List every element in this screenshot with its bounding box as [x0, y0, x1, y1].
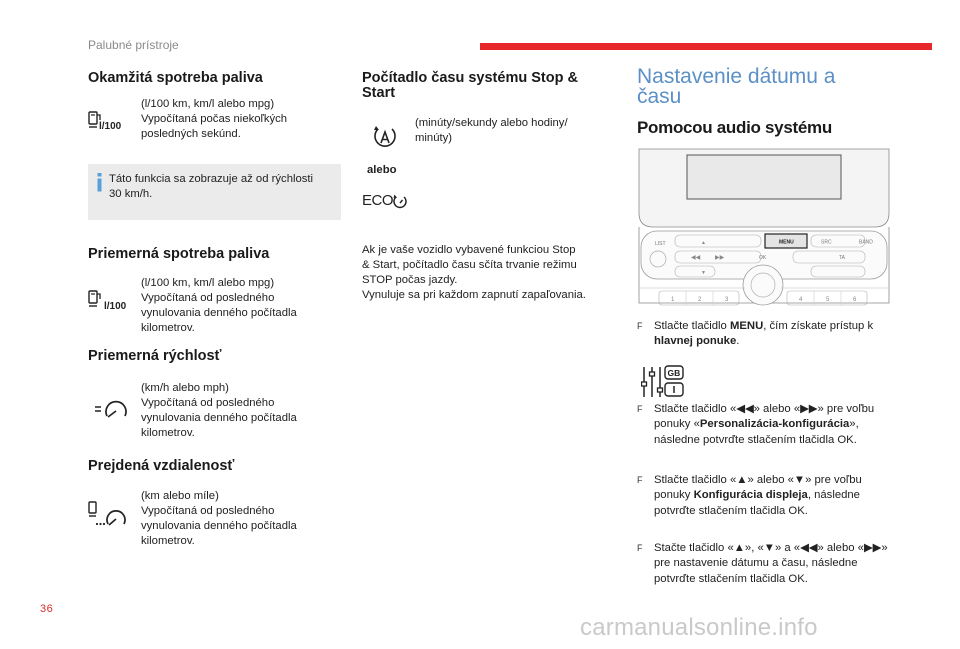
alebo-label: alebo [367, 164, 397, 176]
radio-btn-ok: OK [759, 255, 767, 261]
speed-line-4: kilometrov. [141, 427, 195, 439]
stop-start-desc-line-1: (minúty/sekundy alebo hodiny/ [415, 117, 568, 129]
average-line-1: (l/100 km, km/l alebo mpg) [141, 277, 275, 289]
bullet-menu: F Stlačte tlačidlo MENU, čím získate prístup k hlavnej ponuke. [637, 320, 874, 348]
preset-1: 1 [671, 297, 675, 303]
preset-6: 6 [853, 297, 857, 303]
distance-line-2: Vypočítaná od posledného [141, 505, 275, 517]
average-speed-icon [94, 397, 130, 421]
radio-btn-list: LIST [655, 241, 666, 247]
eco-timer-icon [393, 193, 407, 209]
distance-travelled-icon [88, 500, 130, 530]
date-time-title [637, 67, 897, 107]
bullet-marker: F [637, 475, 643, 485]
average-speed-title: Priemerná rýchlosť [88, 348, 222, 364]
bullet-marker: F [637, 404, 643, 414]
speed-line-2: Vypočítaná od posledného [141, 397, 275, 409]
bullet-personalization: F Stlačte tlačidlo «◀◀» alebo «▶▶» pre voľbu ponuky «Personalizácia-konfigurácia», následne potvrďte stlačením tlačidla OK. [637, 403, 875, 446]
average-icon-label: l/100 [104, 301, 127, 312]
svg-text:▶▶: ▶▶ [715, 255, 725, 261]
stop-start-para-line-3: STOP počas jazdy. [362, 274, 458, 286]
distance-line-1: (km alebo míle) [141, 490, 219, 502]
bullet-set-date-time: F Stačte tlačidlo «▲», «▼» a «◀◀» alebo «▶▶» pre nastavenie dátumu a času, následne potvrďte stlačením tlačidla OK. [637, 542, 888, 585]
distance-line-4: kilometrov. [141, 535, 195, 547]
average-line-2: Vypočítaná od posledného [141, 292, 275, 304]
bullet-display-config: F Stlačte tlačidlo «▲» alebo «▼» pre voľbu ponuky Konfigurácia displeja, následne potvrďte stlačením tlačidla OK. [637, 474, 862, 517]
speed-line-3: vynulovania denného počítadla [141, 412, 297, 424]
average-line-4: kilometrov. [141, 322, 195, 334]
eco-icon-label: ECO [362, 192, 394, 209]
info-icon [96, 173, 104, 192]
info-note-box [88, 164, 341, 220]
svg-text:▼: ▼ [701, 270, 706, 276]
watermark-text: carmanualsonline.info [580, 614, 818, 641]
page-number: 36 [40, 603, 54, 615]
stop-start-desc-line-2: minúty) [415, 132, 453, 144]
preset-4: 4 [799, 297, 803, 303]
bullet-marker: F [637, 543, 643, 553]
instant-icon-label: l/100 [99, 121, 122, 132]
stop-start-para-line-4: Vynuluje sa pri každom zapnutí zapaľovania. [362, 289, 586, 301]
date-time-title-line-2: času [637, 85, 682, 108]
audio-system-illustration [633, 143, 895, 311]
stop-start-timer-icon [372, 122, 398, 150]
average-line-3: vynulovania denného počítadla [141, 307, 297, 319]
svg-text:◀◀: ◀◀ [691, 255, 701, 261]
radio-btn-menu: MENU [779, 239, 794, 246]
radio-btn-src: SRC [821, 239, 832, 246]
header-accent-bar [480, 43, 932, 50]
average-consumption-title: Priemerná spotreba paliva [88, 246, 270, 262]
distance-line-3: vynulovania denného počítadla [141, 520, 297, 532]
bullet-marker: F [637, 321, 643, 331]
audio-system-subtitle: Pomocou audio systému [637, 118, 832, 137]
stop-start-title-line-1: Počítadlo času systému Stop & [362, 70, 578, 86]
stop-start-para-line-1: Ak je vaše vozidlo vybavené funkciou Stop [362, 244, 576, 256]
speed-line-1: (km/h alebo mph) [141, 382, 229, 394]
instant-line-2: Vypočítaná počas niekoľkých [141, 113, 288, 125]
date-time-title-line-1: Nastavenie dátumu a [637, 65, 836, 88]
note-line-1: Táto funkcia sa zobrazuje až od rýchlosti [109, 173, 314, 185]
instant-consumption-title: Okamžitá spotreba paliva [88, 70, 263, 86]
language-gb-label: GB [667, 368, 681, 378]
preset-2: 2 [698, 297, 702, 303]
stop-start-para-line-2: & Start, počítadlo času sčíta trvanie režimu [362, 259, 577, 271]
instant-line-3: posledných sekúnd. [141, 128, 241, 140]
note-text [109, 172, 334, 202]
header-section-label: Palubné prístroje [88, 38, 179, 52]
settings-language-icon [641, 363, 685, 399]
radio-btn-band: BAND [859, 239, 873, 246]
note-line-2: 30 km/h. [109, 188, 153, 201]
preset-5: 5 [826, 297, 830, 303]
distance-travelled-title: Prejdená vzdialenosť [88, 458, 235, 474]
preset-3: 3 [725, 297, 729, 303]
radio-btn-ta: TA [839, 255, 846, 261]
stop-start-title-line-2: Start [362, 85, 396, 101]
instant-line-1: (l/100 km, km/l alebo mpg) [141, 98, 275, 110]
svg-text:▲: ▲ [701, 240, 706, 246]
